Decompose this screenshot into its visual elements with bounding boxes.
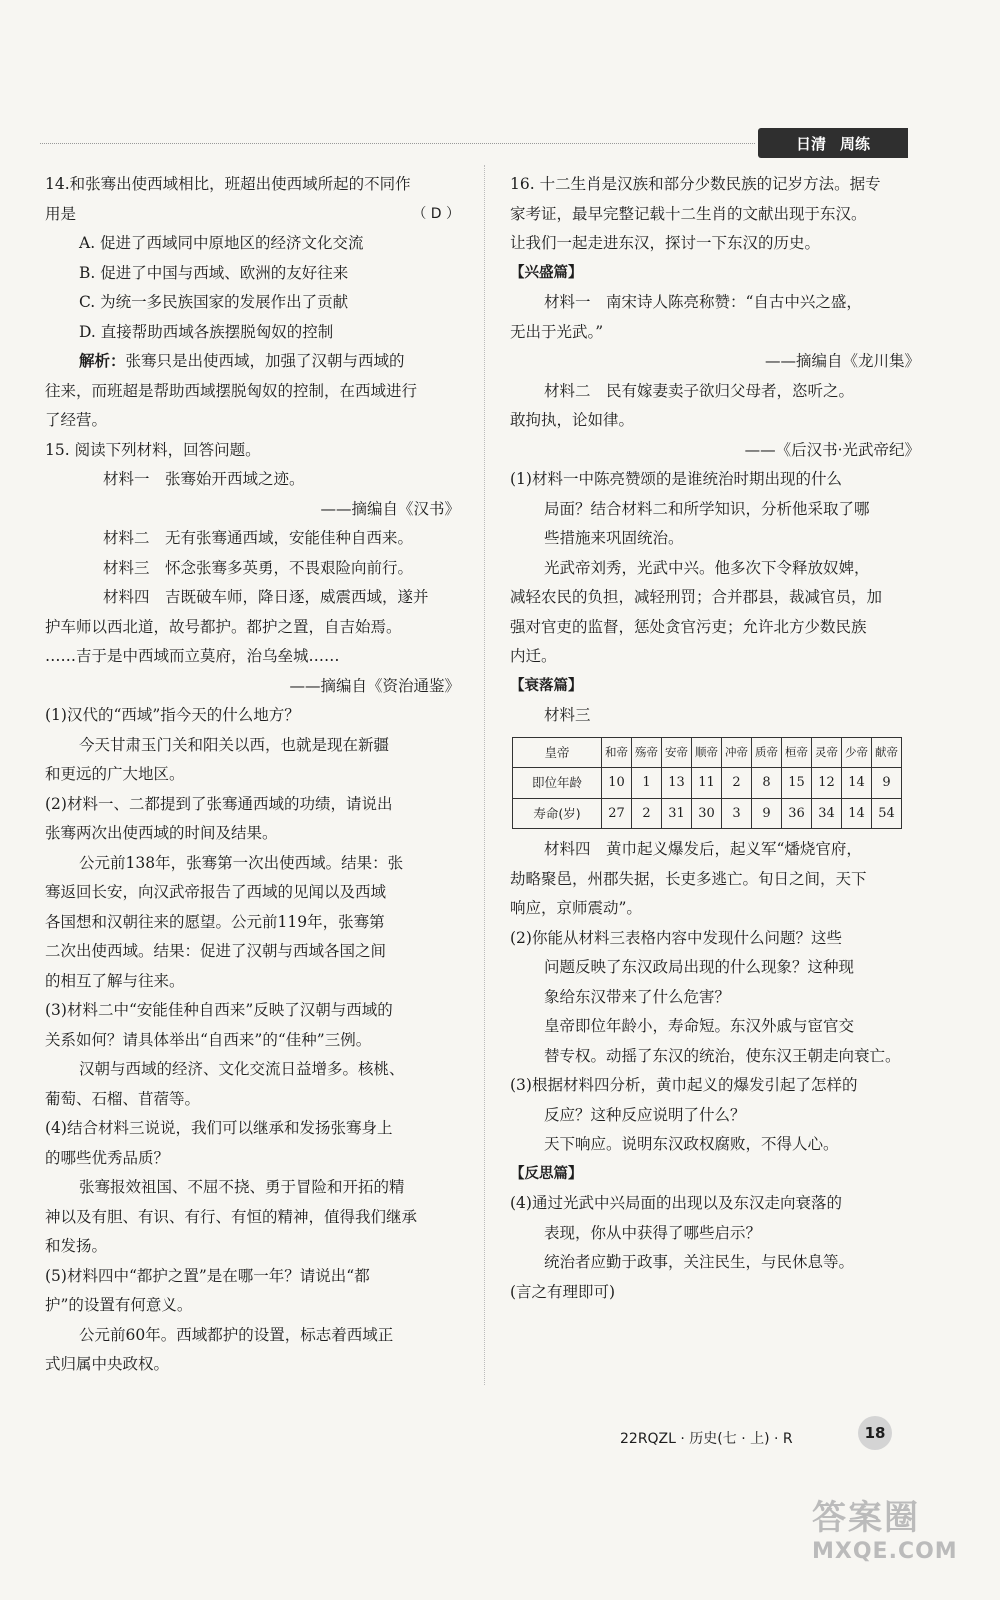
text-line <box>45 908 460 938</box>
line-text: (1)材料一中陈亮赞颂的是谁统治时期出现的什么 <box>510 470 842 488</box>
text-line <box>510 953 920 983</box>
text-line <box>510 1278 920 1308</box>
text-line <box>45 967 460 997</box>
text-line <box>45 347 460 377</box>
line-text: 张骞两次出使西域的时间及结果。 <box>45 824 278 842</box>
emperor-cell: 灵帝 <box>812 737 842 768</box>
line-text: 替专权。动摇了东汉的统治，使东汉王朝走向衰亡。 <box>544 1046 901 1065</box>
text-line <box>45 849 460 879</box>
line-text: A. 促进了西域同中原地区的经济文化交流 <box>79 234 364 252</box>
age-cell: 11 <box>692 768 722 799</box>
text-line <box>510 1071 920 1101</box>
emperor-cell: 安帝 <box>662 737 692 768</box>
line-text: 局面？结合材料二和所学知识，分析他采取了哪 <box>544 499 870 518</box>
emperor-cell: 少帝 <box>842 737 872 768</box>
text-line <box>45 583 460 613</box>
line-text: 些措施来巩固统治。 <box>544 529 684 547</box>
text-line <box>510 1042 920 1072</box>
line-text: 【反思篇】 <box>510 1165 583 1182</box>
line-text: 材料四 吉既破车师，降日逐，威震西域，遂并 <box>103 588 429 606</box>
line-text: 材料一 南宋诗人陈亮称赞：“自古中兴之盛， <box>544 293 862 311</box>
line-text: 强对官吏的监督，惩处贪官污吏；允许北方少数民族 <box>510 617 867 636</box>
line-text: 材料四 黄巾起义爆发后，起义军“燔烧官府， <box>544 840 862 858</box>
text-line <box>510 865 920 895</box>
text-line <box>510 924 920 954</box>
text-line <box>510 1012 920 1042</box>
line-text: ——摘编自《资治通鉴》 <box>289 676 460 695</box>
text-line <box>45 937 460 967</box>
text-line <box>45 1026 460 1056</box>
text-line <box>45 170 460 200</box>
line-text: (言之有理即可) <box>510 1282 616 1301</box>
watermark-bottom: MXQE.COM <box>812 1539 958 1564</box>
line-text: 光武帝刘秀，光武中兴。他多次下令释放奴婢， <box>544 558 870 577</box>
age-cell: 14 <box>842 768 872 799</box>
text-line <box>45 1203 460 1233</box>
text-line <box>510 1160 920 1190</box>
text-line <box>45 406 460 436</box>
line-text: ——《后汉书·光武帝纪》 <box>744 440 920 459</box>
line-text: (3)材料二中“安能佳种自西来”反映了汉朝与西域的 <box>45 1001 393 1019</box>
line-text: ……吉于是中西域而立莫府，治乌垒城…… <box>45 647 340 665</box>
line-text: 反应？这种反应说明了什么？ <box>544 1105 746 1124</box>
text-line <box>510 583 920 613</box>
line-text: 材料二 民有嫁妻卖子欲归父母者，恣听之。 <box>544 381 855 400</box>
text-line <box>510 229 920 259</box>
lifespan-cell: 3 <box>722 798 752 829</box>
emperor-cell: 殇帝 <box>632 737 662 768</box>
text-line <box>510 377 920 407</box>
text-line <box>510 347 920 377</box>
line-text: 今天甘肃玉门关和阳关以西，也就是现在新疆 <box>79 735 390 754</box>
line-text: 家考证，最早完整记载十二生肖的文献出现于东汉。 <box>510 204 867 223</box>
header-rule <box>40 143 755 144</box>
text-line <box>45 996 460 1026</box>
line-text: 材料二 无有张骞通西域，安能佳种自西来。 <box>103 529 414 547</box>
text-line <box>45 1085 460 1115</box>
text-line <box>45 1055 460 1085</box>
line-text: 减轻农民的负担，减轻刑罚；合并郡县，裁减官员，加 <box>510 588 883 606</box>
text-line <box>45 878 460 908</box>
right-column <box>510 170 920 1307</box>
lifespan-cell: 34 <box>812 798 842 829</box>
line-text: 式归属中央政权。 <box>45 1355 170 1373</box>
text-line <box>510 200 920 230</box>
emperor-cell: 顺帝 <box>692 737 722 768</box>
line-text: 皇帝即位年龄小，寿命短。东汉外戚与宦官交 <box>544 1017 855 1035</box>
text-line <box>510 170 920 200</box>
lifespan-cell: 14 <box>842 798 872 829</box>
text-line <box>45 200 460 230</box>
text-line <box>510 436 920 466</box>
table-header-lifespan: 寿命(岁) <box>513 798 602 829</box>
text-line <box>45 613 460 643</box>
line-text: (2)材料一、二都提到了张骞通西域的功绩，请说出 <box>45 794 393 813</box>
line-text: 公元前138年，张骞第一次出使西域。结果：张 <box>79 853 404 872</box>
text-line <box>510 983 920 1013</box>
text-line <box>510 835 920 865</box>
line-text: B. 促进了中国与西域、欧洲的友好往来 <box>79 263 349 282</box>
lifespan-cell: 27 <box>602 798 632 829</box>
emperor-cell: 桓帝 <box>782 737 812 768</box>
page-number: 18 <box>858 1416 892 1450</box>
text-line <box>45 701 460 731</box>
lifespan-cell: 54 <box>872 798 902 829</box>
line-text: 二次出使西域。结果：促进了汉朝与西域各国之间 <box>45 942 387 960</box>
text-line <box>510 495 920 525</box>
line-text: 各国想和汉朝往来的愿望。公元前119年，张骞第 <box>45 912 385 931</box>
line-text: 内迁。 <box>510 647 557 665</box>
q16-lower <box>510 835 920 1307</box>
text-line <box>510 1219 920 1249</box>
line-text: ——摘编自《龙川集》 <box>764 352 920 370</box>
line-text: (4)结合材料三说说，我们可以继承和发扬张骞身上 <box>45 1119 393 1137</box>
age-cell: 12 <box>812 768 842 799</box>
line-text: 的哪些优秀品质？ <box>45 1148 170 1167</box>
line-text: 让我们一起走进东汉，探讨一下东汉的历史。 <box>510 234 821 252</box>
lifespan-cell: 9 <box>752 798 782 829</box>
line-text: 【衰落篇】 <box>510 677 583 694</box>
line-text: D. 直接帮助西域各族摆脱匈奴的控制 <box>79 322 334 341</box>
line-text: (3)根据材料四分析，黄巾起义的爆发引起了怎样的 <box>510 1076 858 1094</box>
text-line <box>45 436 460 466</box>
text-line <box>510 894 920 924</box>
text-line <box>45 495 460 525</box>
line-text: 响应，京师震动”。 <box>510 899 642 917</box>
text-line <box>45 760 460 790</box>
q16-upper <box>510 170 920 731</box>
text-line <box>510 701 920 731</box>
text-line <box>510 524 920 554</box>
text-line <box>45 1173 460 1203</box>
text-line <box>45 1144 460 1174</box>
line-text: 护车师以西北道，故号都护。都护之置，自吉始焉。 <box>45 617 402 636</box>
line-text: 表现，你从中获得了哪些启示？ <box>544 1223 762 1242</box>
text-line <box>45 554 460 584</box>
line-text: 汉朝与西域的经济、文化交流日益增多。核桃、 <box>79 1060 405 1078</box>
lifespan-cell: 30 <box>692 798 722 829</box>
age-cell: 1 <box>632 768 662 799</box>
emperor-cell: 献帝 <box>872 737 902 768</box>
text-line <box>510 259 920 289</box>
text-line <box>510 1248 920 1278</box>
line-text: 了经营。 <box>45 411 108 429</box>
line-text: 16. 十二生肖是汉族和部分少数民族的记岁方法。据专 <box>510 175 881 193</box>
line-text: 象给东汉带来了什么危害？ <box>544 987 731 1006</box>
header-tab <box>758 128 908 158</box>
line-text: 骞返回长安，向汉武帝报告了西域的见闻以及西域 <box>45 883 387 901</box>
age-cell: 2 <box>722 768 752 799</box>
watermark-top: 答案圈 <box>812 1498 920 1538</box>
analysis-label: 解析： <box>79 352 126 370</box>
line-text: 劫略聚邑，州郡失据，长吏多逃亡。旬日之间，天下 <box>510 869 867 888</box>
line-text: (2)你能从材料三表格内容中发现什么问题？这些 <box>510 928 842 947</box>
emperor-cell: 冲帝 <box>722 737 752 768</box>
text-line <box>45 465 460 495</box>
line-text: ——摘编自《汉书》 <box>320 499 460 518</box>
emperor-cell: 质帝 <box>752 737 782 768</box>
line-text: 材料三 怀念张骞多英勇，不畏艰险向前行。 <box>103 558 414 577</box>
line-text: 和发扬。 <box>45 1237 108 1255</box>
line-text: 往来，而班超是帮助西域摆脱匈奴的控制，在西域进行 <box>45 381 418 400</box>
answer-bracket: （ D ） <box>412 205 460 222</box>
lifespan-cell: 36 <box>782 798 812 829</box>
line-text: 公元前60年。西域都护的设置，标志着西域正 <box>79 1325 394 1344</box>
text-line <box>45 1291 460 1321</box>
left-column <box>45 170 460 1380</box>
text-line <box>45 1262 460 1292</box>
line-text: 的相互了解与往来。 <box>45 971 185 990</box>
text-line <box>510 613 920 643</box>
text-line <box>510 1130 920 1160</box>
text-line <box>45 642 460 672</box>
line-text: 天下响应。说明东汉政权腐败，不得人心。 <box>544 1135 839 1153</box>
text-line <box>45 259 460 289</box>
text-line <box>45 377 460 407</box>
header-tab-weekly: 周练 <box>840 134 871 153</box>
age-cell: 13 <box>662 768 692 799</box>
text-line <box>510 288 920 318</box>
line-text: 张骞报效祖国、不屈不挠、勇于冒险和开拓的精 <box>79 1178 405 1196</box>
line-text: 用是 <box>45 204 77 223</box>
footer-code: 22RQZL · 历史(七 · 上) · R <box>620 1431 793 1447</box>
line-text: 神以及有胆、有识、有行、有恒的精神，值得我们继承 <box>45 1207 418 1226</box>
text-line <box>45 731 460 761</box>
line-text: 张骞只是出使西域，加强了汉朝与西域的 <box>125 352 405 370</box>
line-text: 护”的设置有何意义。 <box>45 1296 193 1314</box>
line-text: 无出于光武。” <box>510 322 604 341</box>
text-line <box>510 406 920 436</box>
line-text: 敢拘执，论如律。 <box>510 411 635 429</box>
line-text: 葡萄、石榴、苜蓿等。 <box>45 1089 201 1108</box>
line-text: 材料一 张骞始开西域之迹。 <box>103 470 305 488</box>
text-line <box>45 790 460 820</box>
line-text: 【兴盛篇】 <box>510 264 583 281</box>
age-cell: 9 <box>872 768 902 799</box>
watermark-logo <box>812 1490 982 1580</box>
lifespan-cell: 31 <box>662 798 692 829</box>
age-cell: 15 <box>782 768 812 799</box>
text-line <box>510 672 920 702</box>
text-line <box>510 554 920 584</box>
line-text: 和更远的广大地区。 <box>45 765 185 783</box>
emperor-table <box>512 737 902 830</box>
line-text: 问题反映了东汉政局出现的什么现象？这种现 <box>544 958 855 976</box>
text-line <box>45 1114 460 1144</box>
text-line <box>45 229 460 259</box>
line-text: 14.和张骞出使西域相比，班超出使西域所起的不同作 <box>45 175 411 193</box>
age-cell: 10 <box>602 768 632 799</box>
line-text: 统治者应勤于政事，关注民生，与民休息等。 <box>544 1253 855 1271</box>
text-line <box>510 465 920 495</box>
line-text: (5)材料四中“都护之置”是在哪一年？请说出“都 <box>45 1266 370 1285</box>
line-text: (4)通过光武中兴局面的出现以及东汉走向衰落的 <box>510 1194 842 1212</box>
line-text: 材料三 <box>544 706 591 724</box>
line-text: (1)汉代的“西域”指今天的什么地方？ <box>45 706 300 724</box>
emperor-cell: 和帝 <box>602 737 632 768</box>
age-cell: 8 <box>752 768 782 799</box>
text-line <box>510 642 920 672</box>
text-line <box>45 524 460 554</box>
text-line <box>45 1350 460 1380</box>
line-text: 15. 阅读下列材料，回答问题。 <box>45 440 261 459</box>
table-header-emperor: 皇帝 <box>513 737 602 768</box>
text-line <box>510 318 920 348</box>
line-text: C. 为统一多民族国家的发展作出了贡献 <box>79 293 349 311</box>
text-line <box>45 288 460 318</box>
line-text: 关系如何？请具体举出“自西来”的“佳种”三例。 <box>45 1030 372 1049</box>
text-line <box>45 672 460 702</box>
table-header-age: 即位年龄 <box>513 768 602 799</box>
text-line <box>45 318 460 348</box>
text-line <box>45 819 460 849</box>
lifespan-cell: 2 <box>632 798 662 829</box>
text-line <box>510 1189 920 1219</box>
column-divider <box>484 165 485 1385</box>
text-line <box>45 1232 460 1262</box>
text-line <box>510 1101 920 1131</box>
header-tab-daily: 日清 <box>795 134 826 153</box>
text-line <box>45 1321 460 1351</box>
